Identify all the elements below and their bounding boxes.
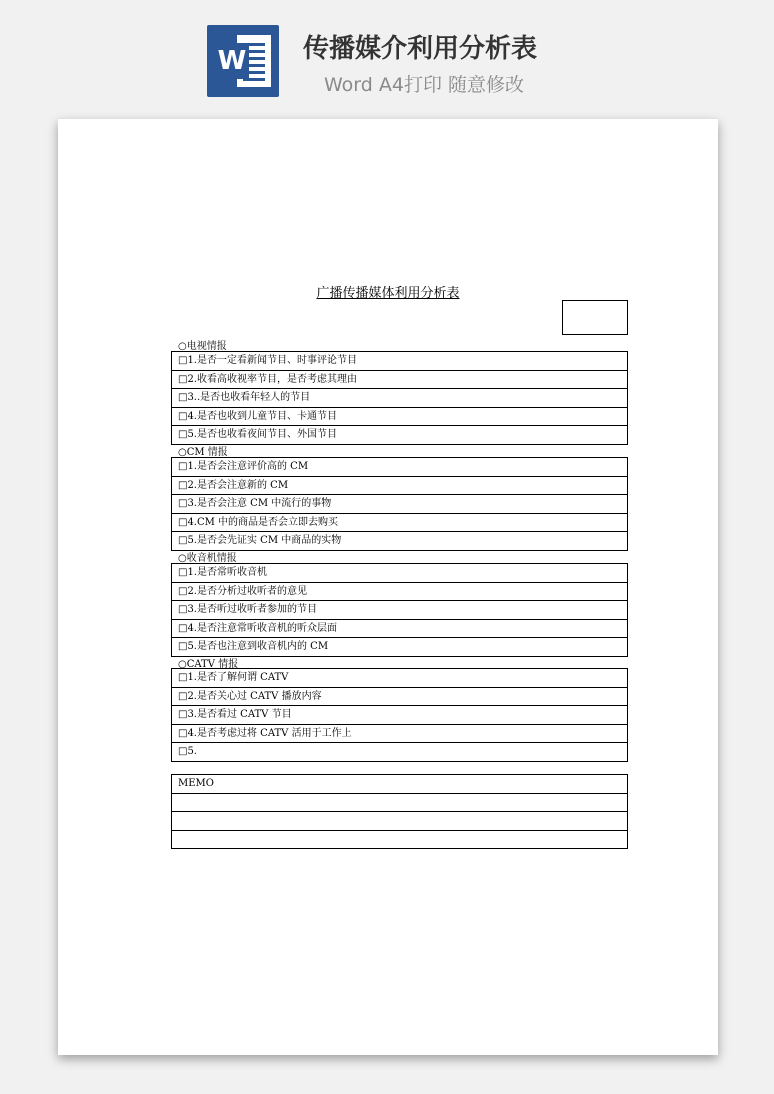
memo-line [172,831,627,849]
list-item: □4.CM 中的商品是否会立即去购买 [172,514,627,533]
list-item: □1.是否了解何谓 CATV [172,669,627,688]
list-item: □4.是否也收到儿童节目、卡通节目 [172,408,627,427]
section-list-radio [171,563,628,657]
list-item: □3.是否看过 CATV 节目 [172,706,627,725]
list-item: □2.是否关心过 CATV 播放内容 [172,688,627,707]
list-item: □5.是否也注意到收音机内的 CM [178,641,329,653]
list-item: □2.收看高收视率节目，是否考虑其理由 [172,371,627,390]
list-item: □3..是否也收看年轻人的节目 [172,389,627,408]
memo-box [171,774,628,849]
section-list-cm [171,457,628,551]
section-label-tv: ○电视情报 [178,341,227,352]
list-item: □1.是否一定看新闻节目、时事评论节目 [172,352,627,371]
section-label-cm: ○CM 情报 [178,447,228,458]
section-list-tv [171,351,628,445]
word-letter: W [215,43,249,79]
list-item: □1.是否会注意评价高的 CM [172,458,627,477]
document-title: 广播传播媒体利用分析表 [316,286,460,301]
corner-box [562,300,628,335]
list-item: □3.是否会注意 CM 中流行的事物 [172,495,627,514]
document-page [58,119,718,1055]
section-label-catv: ○CATV 情报 [178,659,239,670]
memo-line [172,812,627,831]
list-item: □4.是否考虑过将 CATV 活用于工作上 [172,725,627,744]
list-item: □3.是否听过收听者参加的节目 [172,601,627,620]
list-item: □2.是否会注意新的 CM [172,477,627,496]
page-header [0,0,774,110]
memo-line [172,794,627,813]
list-item: □4.是否注意常听收音机的听众层面 [172,620,627,639]
memo-label: MEMO [172,775,627,794]
word-document-icon [207,25,279,97]
list-item: □5. [178,746,197,758]
list-item: □5.是否也收看夜间节目、外国节目 [178,429,337,441]
header-subtitle: Word A4打印 随意修改 [324,74,525,96]
section-label-radio: ○收音机情报 [178,553,237,564]
list-item: □1.是否常听收音机 [172,564,627,583]
header-title: 传播媒介利用分析表 [303,34,538,64]
list-item: □5.是否会先证实 CM 中商品的实物 [178,535,342,547]
list-item: □2.是否分析过收听者的意见 [172,583,627,602]
section-list-catv [171,668,628,762]
